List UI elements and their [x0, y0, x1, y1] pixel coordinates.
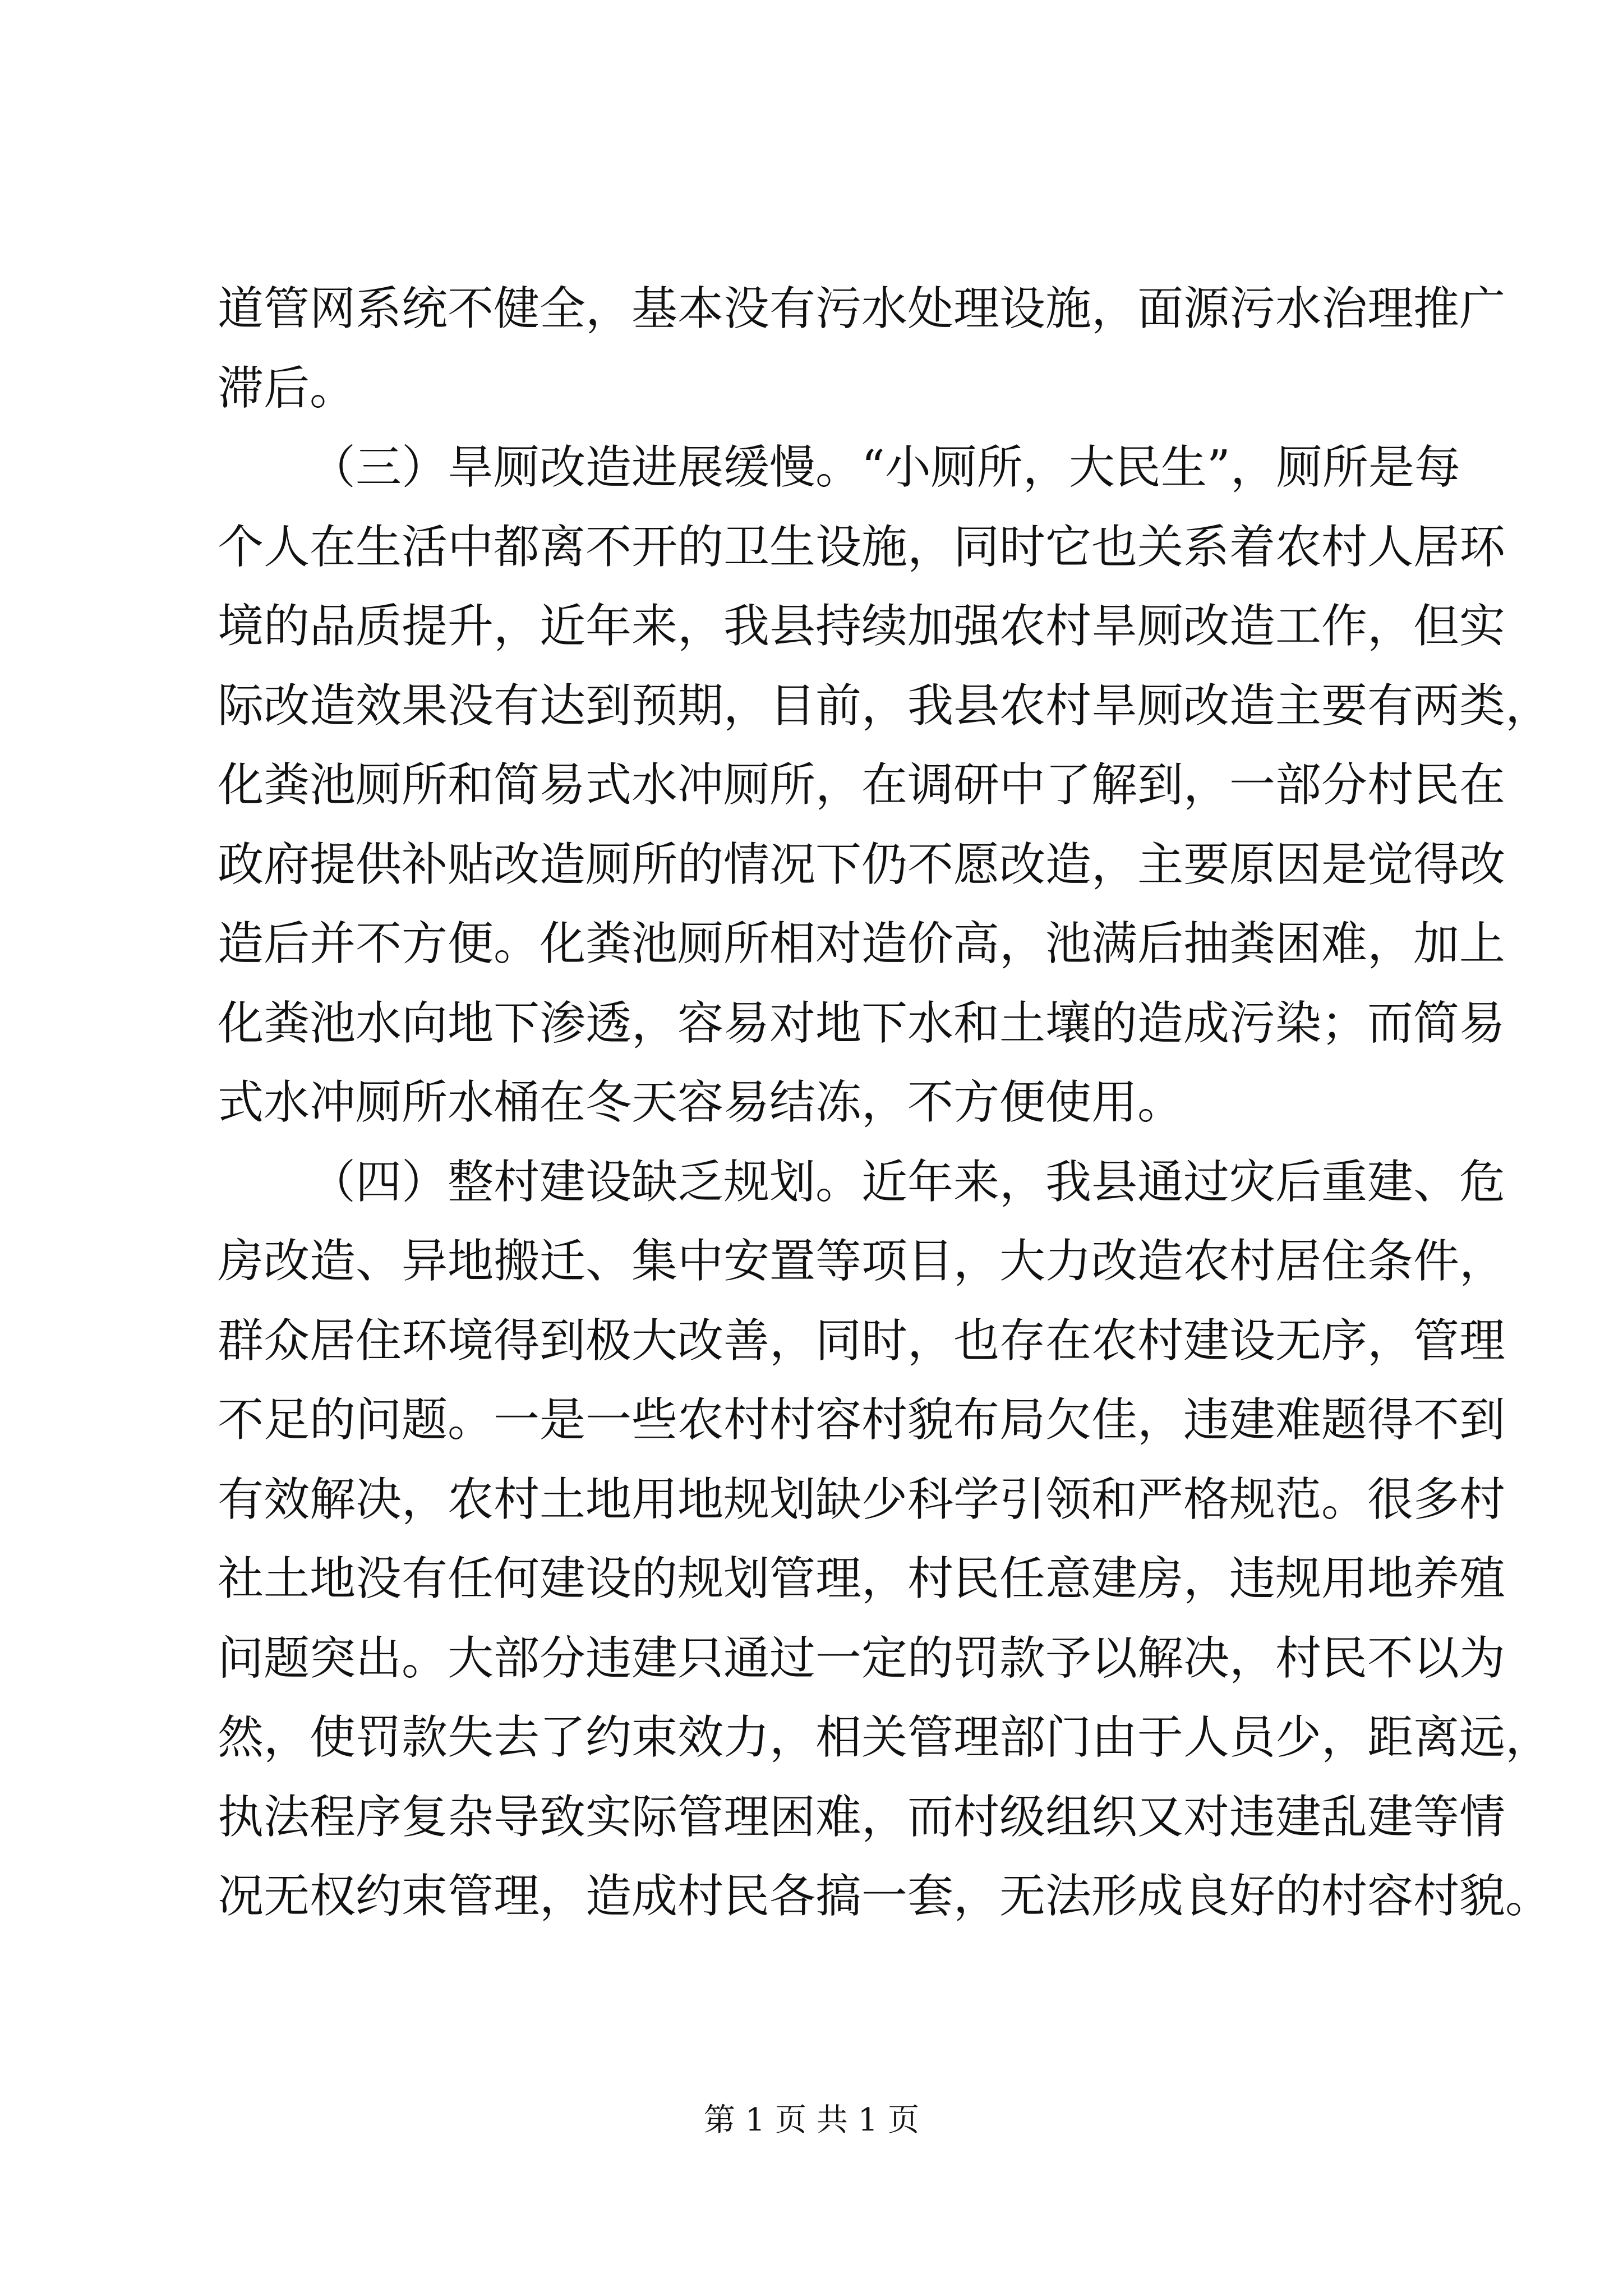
text-line: 个人在生活中都离不开的卫生设施，同时它也关系着农村人居环 [218, 520, 1506, 574]
text-line: 境的品质提升，近年来，我县持续加强农村旱厕改造工作，但实 [218, 600, 1506, 653]
text-line: 化粪池厕所和简易式水冲厕所，在调研中了解到，一部分村民在 [218, 758, 1506, 812]
text-line: 群众居住环境得到极大改善，同时，也存在农村建设无序，管理 [218, 1314, 1506, 1368]
page-number-label: 第 1 页 共 1 页 [703, 2102, 920, 2138]
paragraph-start-line: （三）旱厕改造进展缓慢。“小厕所，大民生”，厕所是每 [310, 441, 1460, 494]
text-line: 不足的问题。一是一些农村村容村貌布局欠佳，违建难题得不到 [218, 1393, 1506, 1447]
text-line: 执法程序复杂导致实际管理困难，而村级组织又对违建乱建等情 [218, 1790, 1506, 1844]
page-footer [0, 2098, 1623, 2143]
text-line: 况无权约束管理，造成村民各搞一套，无法形成良好的村容村貌。 [218, 1870, 1552, 1923]
text-line: 问题突出。大部分违建只通过一定的罚款予以解决，村民不以为 [218, 1631, 1506, 1685]
text-line: 式水冲厕所水桶在冬天容易结冻，不方便使用。 [218, 1076, 1184, 1129]
text-line: 政府提供补贴改造厕所的情况下仍不愿改造，主要原因是觉得改 [218, 838, 1506, 891]
text-line: 造后并不方便。化粪池厕所相对造价高，池满后抽粪困难，加上 [218, 917, 1506, 970]
text-line: 化粪池水向地下渗透，容易对地下水和土壤的造成污染；而简易 [218, 996, 1506, 1050]
text-line: 社土地没有任何建设的规划管理，村民任意建房，违规用地养殖 [218, 1552, 1506, 1605]
document-body [218, 269, 1552, 1936]
text-line: 际改造效果没有达到预期，目前，我县农村旱厕改造主要有两类， [218, 679, 1552, 733]
text-line: 有效解决，农村土地用地规划缺少科学引领和严格规范。很多村 [218, 1473, 1506, 1526]
paragraph-start-line: （四）整村建设缺乏规划。近年来，我县通过灾后重建、危 [310, 1155, 1506, 1209]
text-line: 房改造、异地搬迁、集中安置等项目，大力改造农村居住条件， [218, 1235, 1506, 1288]
text-line: 道管网系统不健全，基本没有污水处理设施，面源污水治理推广 [218, 282, 1506, 335]
text-line: 滞后。 [218, 361, 356, 415]
text-line: 然，使罚款失去了约束效力，相关管理部门由于人员少，距离远， [218, 1711, 1552, 1764]
